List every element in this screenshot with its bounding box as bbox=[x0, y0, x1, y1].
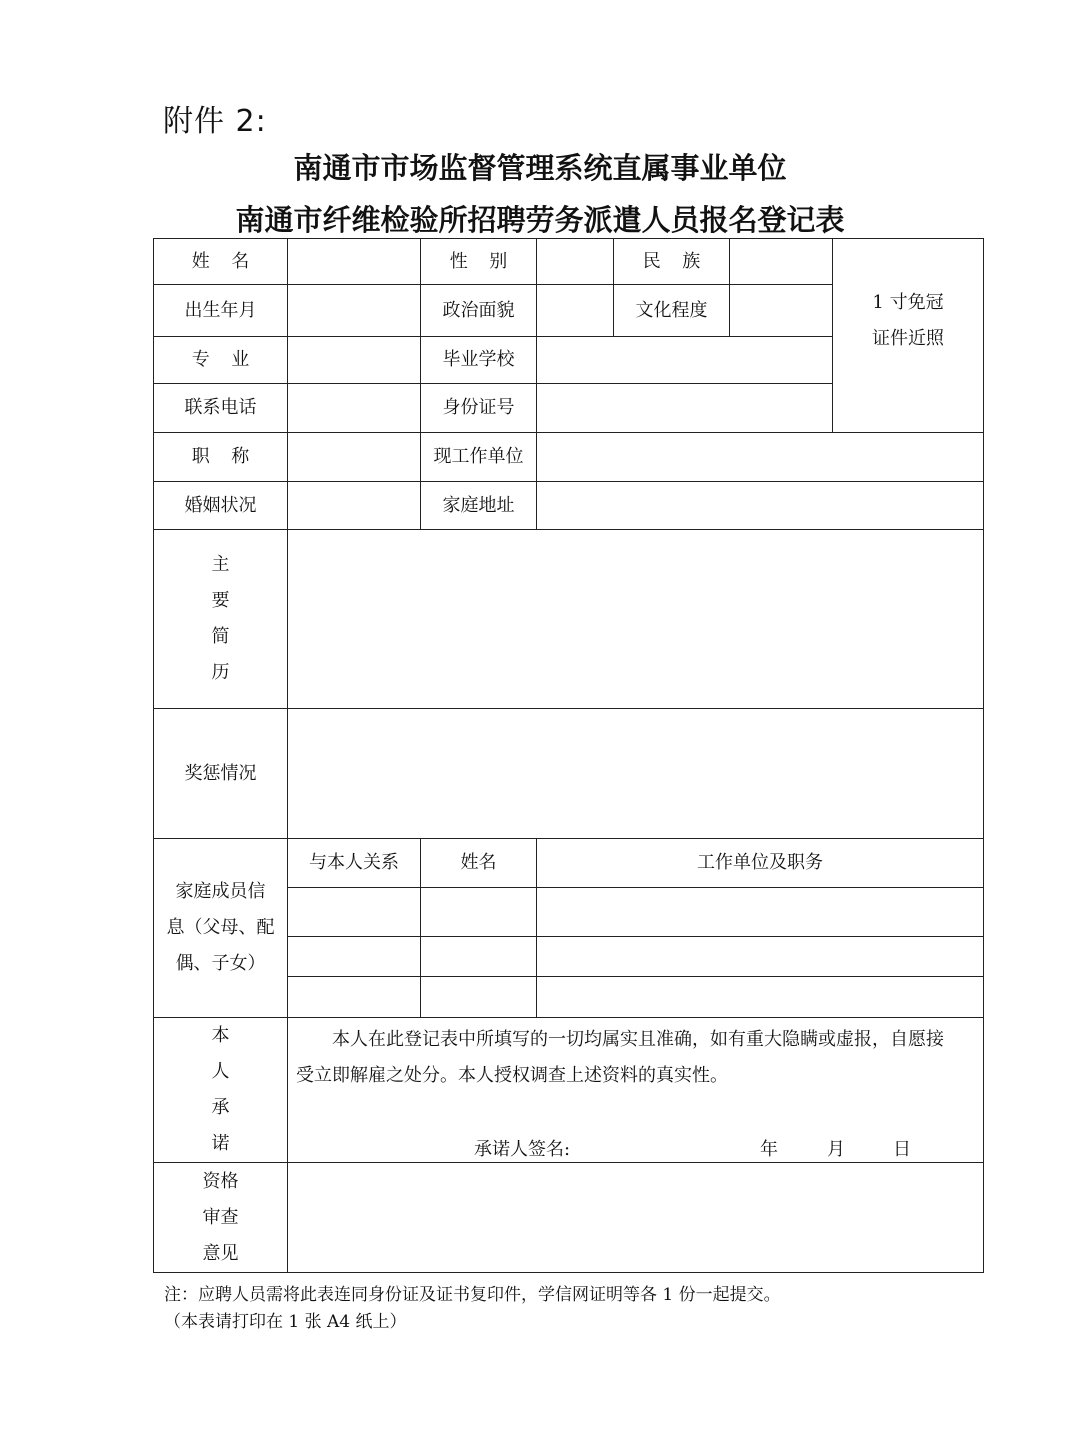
date-year: 年 bbox=[760, 1139, 778, 1160]
attachment-label: 附件 2: bbox=[163, 104, 267, 139]
label-id-number: 身份证号 bbox=[442, 397, 515, 418]
label-education: 文化程度 bbox=[635, 299, 708, 321]
label-resume: 主 要 简 历 bbox=[211, 554, 230, 683]
date-day: 日 bbox=[893, 1139, 911, 1160]
label-birth: 出生年月 bbox=[184, 299, 257, 321]
label-school: 毕业学校 bbox=[442, 349, 515, 370]
label-current-employer: 现工作单位 bbox=[433, 446, 524, 467]
label-major: 专业 bbox=[191, 349, 271, 370]
label-awards: 奖惩情况 bbox=[184, 762, 257, 784]
label-marital: 婚姻状况 bbox=[184, 494, 257, 516]
note-line1: 注：应聘人员需将此表连同身份证及证书复印件，学信网证明等各 1 份一起提交。 bbox=[164, 1285, 781, 1305]
family-col-work: 工作单位及职务 bbox=[697, 852, 823, 873]
date-month: 月 bbox=[827, 1139, 845, 1160]
signer-label: 承诺人签名: bbox=[474, 1139, 571, 1160]
photo-box bbox=[833, 285, 983, 357]
label-name: 姓名 bbox=[191, 250, 271, 272]
label-gender: 性别 bbox=[449, 250, 529, 272]
family-col-name: 姓名 bbox=[460, 852, 497, 873]
label-address: 家庭地址 bbox=[442, 494, 515, 516]
photo-label-line1: 1 寸免冠 bbox=[872, 292, 944, 313]
pledge-text: 本人在此登记表中所填写的一切均属实且准确，如有重大隐瞒或虚报，自愿接 受立即解雇之处分。本人授权调查上述资料的真实性。 bbox=[296, 1029, 944, 1086]
label-phone: 联系电话 bbox=[184, 397, 257, 418]
label-pledge: 本 人 承 诺 bbox=[211, 1025, 230, 1154]
label-political: 政治面貌 bbox=[442, 299, 515, 321]
label-ethnicity: 民族 bbox=[642, 250, 722, 272]
label-family: 家庭成员信 息（父母、配 偶、子女） bbox=[166, 881, 275, 974]
family-col-relation: 与本人关系 bbox=[309, 852, 399, 873]
label-job-title: 职称 bbox=[191, 446, 271, 467]
note-line2: （本表请打印在 1 张 A4 纸上） bbox=[164, 1312, 407, 1332]
label-review: 资格 审查 意见 bbox=[202, 1170, 239, 1264]
form-title-line2: 南通市纤维检验所招聘劳务派遣人员报名登记表 bbox=[235, 203, 845, 237]
photo-label-line2: 证件近照 bbox=[872, 328, 944, 349]
form-title-line1: 南通市市场监督管理系统直属事业单位 bbox=[293, 151, 787, 185]
